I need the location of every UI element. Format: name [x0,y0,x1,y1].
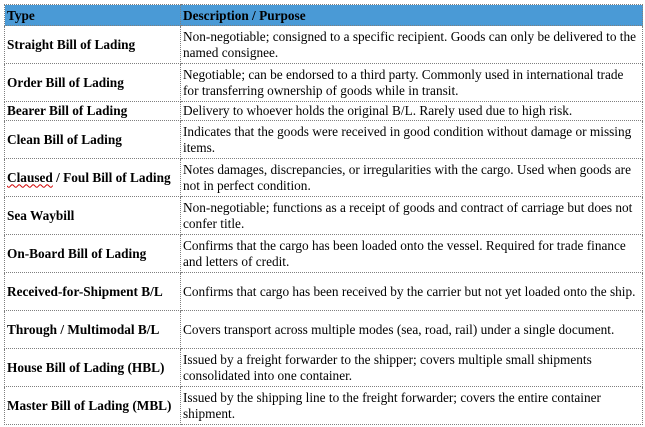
type-cell[interactable]: Received-for-Shipment B/L [5,273,181,311]
type-cell[interactable]: On-Board Bill of Lading [5,235,181,273]
type-cell-suffix: / Foul Bill of Lading [52,169,171,185]
table-row [5,159,643,197]
type-cell[interactable]: Order Bill of Lading [5,64,181,102]
description-cell[interactable]: Delivery to whoever holds the original B/L. Rarely used due to high risk. [181,102,643,121]
type-cell[interactable]: Bearer Bill of Lading [5,102,181,121]
description-cell[interactable]: Indicates that the goods were received in good condition without damage or missing items. [181,121,643,159]
description-cell[interactable]: Confirms that cargo has been received by the carrier but not yet loaded onto the ship. [181,273,643,311]
table-row [5,273,643,311]
description-cell[interactable]: Non-negotiable; consigned to a specific recipient. Goods can only be delivered to the named consignee. [181,26,643,64]
table-row [5,197,643,235]
table-row [5,235,643,273]
description-cell[interactable]: Non-negotiable; functions as a receipt of goods and contract of carriage but does not confer title. [181,197,643,235]
type-cell[interactable] [5,159,181,197]
type-cell[interactable]: Master Bill of Lading (MBL) [5,387,181,425]
table-header-row [5,5,643,26]
header-description[interactable]: Description / Purpose [181,5,643,26]
type-cell[interactable]: Clean Bill of Lading [5,121,181,159]
table-row [5,102,643,121]
description-cell[interactable]: Confirms that the cargo has been loaded onto the vessel. Required for trade finance and letters of credit. [181,235,643,273]
type-cell[interactable]: Straight Bill of Lading [5,26,181,64]
table-row [5,26,643,64]
description-cell[interactable]: Issued by the shipping line to the freight forwarder; covers the entire container shipment. [181,387,643,425]
spellcheck-flagged-word[interactable]: Claused [7,169,53,185]
description-cell[interactable]: Negotiable; can be endorsed to a third party. Commonly used in international trade for transferring ownership of goods while in transit. [181,64,643,102]
description-cell[interactable]: Notes damages, discrepancies, or irregularities with the cargo. Used when goods are not in perfect condition. [181,159,643,197]
table-row [5,387,643,425]
bill-of-lading-types-table [4,4,643,425]
description-cell[interactable]: Covers transport across multiple modes (sea, road, rail) under a single document. [181,311,643,349]
table-row [5,311,643,349]
bill-of-lading-table-container [4,4,642,425]
table-row [5,349,643,387]
header-type[interactable]: Type [5,5,181,26]
table-row [5,64,643,102]
type-cell[interactable]: Sea Waybill [5,197,181,235]
table-row [5,121,643,159]
type-cell[interactable]: House Bill of Lading (HBL) [5,349,181,387]
description-cell[interactable]: Issued by a freight forwarder to the shipper; covers multiple small shipments consolidated into one container. [181,349,643,387]
type-cell[interactable]: Through / Multimodal B/L [5,311,181,349]
